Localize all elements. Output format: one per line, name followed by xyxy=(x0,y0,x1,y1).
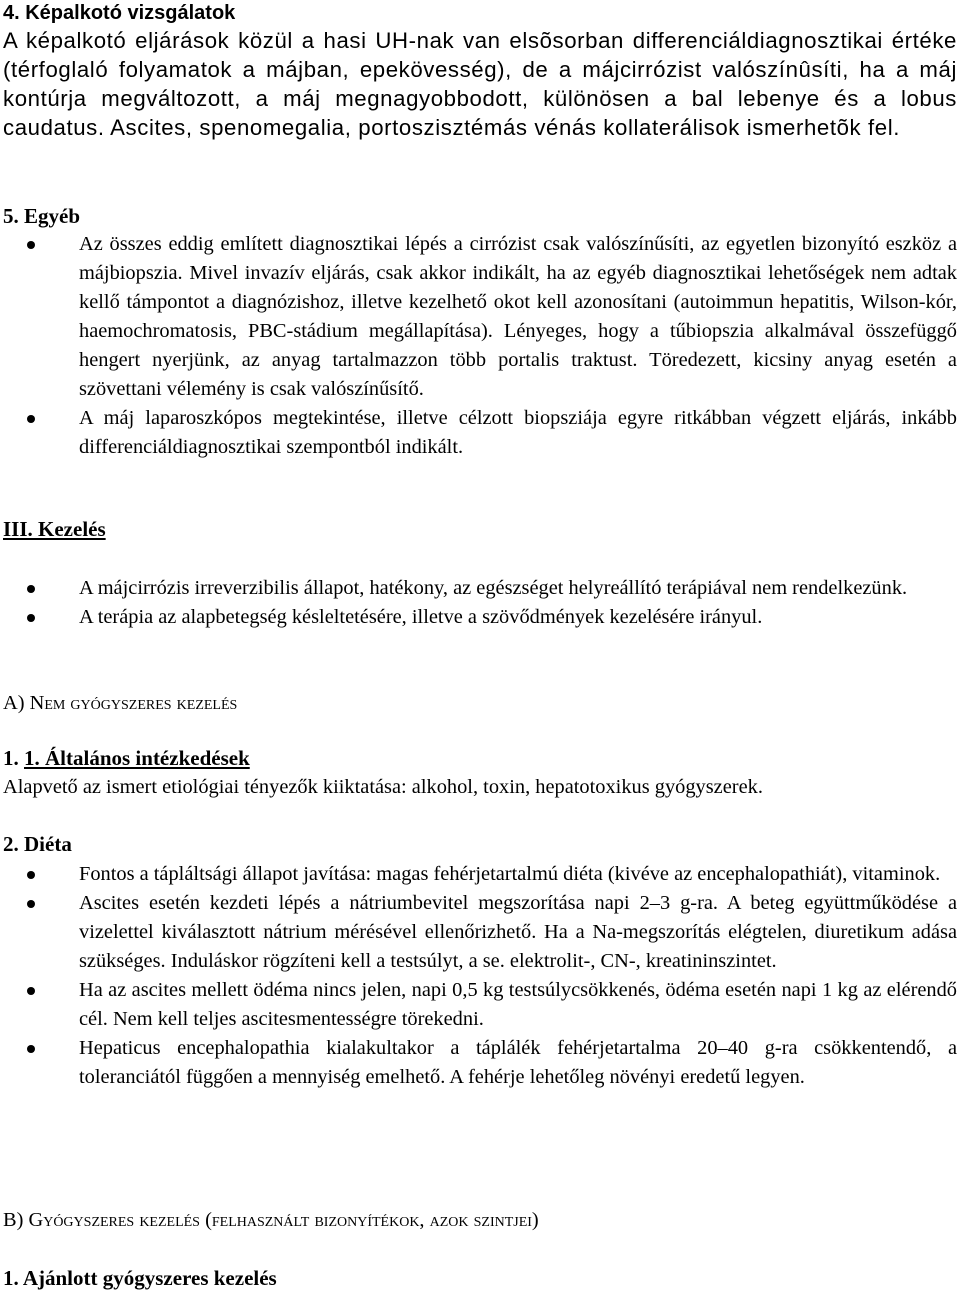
kezeles-heading: III. Kezelés xyxy=(3,517,106,541)
dieta-list xyxy=(0,860,960,1092)
list-item: A májcirrózis irreverzibilis állapot, hatékony, az egészséget helyreállító terápiával nem rendelkezünk. xyxy=(0,574,960,603)
bullet-icon xyxy=(27,871,35,879)
dieta-heading: 2. Diéta xyxy=(3,832,72,856)
nem-gyogyszeres-heading: A) Nem gyógyszeres kezelés xyxy=(3,692,238,714)
list-item: Hepaticus encephalopathia kialakultakor a táplálék fehérjetartalma 20–40 g-ra csökkentendő, a toleranciától függően a mennyiség emelhető. A fehérje lehetőleg növényi eredetű legyen. xyxy=(0,1034,960,1092)
list-item: Ascites esetén kezdeti lépés a nátriumbevitel megszorítása napi 2–3 g-ra. A beteg együttműködése a vizelettel kiválasztott nátrium mérésével ellenőrizhető. Ha a Na-megszorítás elégtelen, diuretikum adása szükséges. Induláskor rögzíteni kell a testsúlyt, a se. elektrolit-, CN-, kreatininszintet. xyxy=(0,889,960,976)
bullet-icon xyxy=(27,900,35,908)
altalanos-heading: 1. 1. Általános intézkedések xyxy=(3,746,250,770)
section-5-list xyxy=(0,230,960,462)
list-item: Ha az ascites mellett ödéma nincs jelen, napi 0,5 kg testsúlycsökkenés, ödéma esetén napi 1 kg az elérendő cél. Nem kell teljes ascitesmentességre törekedni. xyxy=(0,976,960,1034)
bullet-icon xyxy=(27,415,35,423)
list-item: Fontos a tápláltsági állapot javítása: magas fehérjetartalmú diéta (kivéve az encephalopathiát), vitaminok. xyxy=(0,860,960,889)
bullet-icon xyxy=(27,241,35,249)
altalanos-heading-text: 1. Általános intézkedések xyxy=(24,746,250,770)
list-item: Az összes eddig említett diagnosztikai lépés a cirrózist csak valószínűsíti, az egyetlen bizonyító eszköz a májbiopszia. Mivel invazív eljárás, csak akkor indikált, ha az egyéb diagnosztikai lehetőségek nem adtak kellő támpontot a diagnózishoz, illetve kezelhető okot kell azonosítani (autoimmun hepatitis, Wilson-kór, haemochromatosis, PBC-stádium megállapítása). Lényeges, hogy a tűbiopszia alkalmával összefüggő hengert nyerjünk, az anyag tartalmazzon több portalis traktust. Töredezett, kicsiny anyag esetén a szövettani vélemény is csak valószínűsítő. xyxy=(0,230,960,404)
section-4-heading: 4. Képalkotó vizsgálatok xyxy=(3,2,236,24)
altalanos-paragraph: Alapvető az ismert etiológiai tényezők kiiktatása: alkohol, toxin, hepatotoxikus gyógyszerek. xyxy=(3,776,763,798)
bullet-icon xyxy=(27,987,35,995)
section-5-heading: 5. Egyéb xyxy=(3,204,81,228)
gyogyszeres-heading: B) Gyógyszeres kezelés (felhasznált bizonyítékok, azok szintjei) xyxy=(3,1209,539,1231)
bullet-icon xyxy=(27,585,35,593)
ajanlott-heading: 1. Ajánlott gyógyszeres kezelés xyxy=(3,1266,277,1290)
list-item: A terápia az alapbetegség késleltetésére, illetve a szövődmények kezelésére irányul. xyxy=(0,603,960,632)
section-4-paragraph: A képalkotó eljárások közül a hasi UH-nak van elsõsorban differenciáldiagnosztikai értéke (térfoglaló folyamatok a májban, epekövesség), de a májcirrózist valószínûsíti, ha a máj kontúrja megváltozott, a máj megnagyobbodott, különösen a bal lebenye és a lobus caudatus. Ascites, spenomegalia, portoszisztémás vénás kollaterálisok ismerhetõk fel. xyxy=(3,28,957,140)
bullet-icon xyxy=(27,614,35,622)
bullet-icon xyxy=(27,1045,35,1053)
list-item: A máj laparoszkópos megtekintése, illetve célzott biopsziája egyre ritkábban végzett eljárás, inkább differenciáldiagnosztikai szempontból indikált. xyxy=(0,404,960,462)
kezeles-list xyxy=(0,574,960,632)
